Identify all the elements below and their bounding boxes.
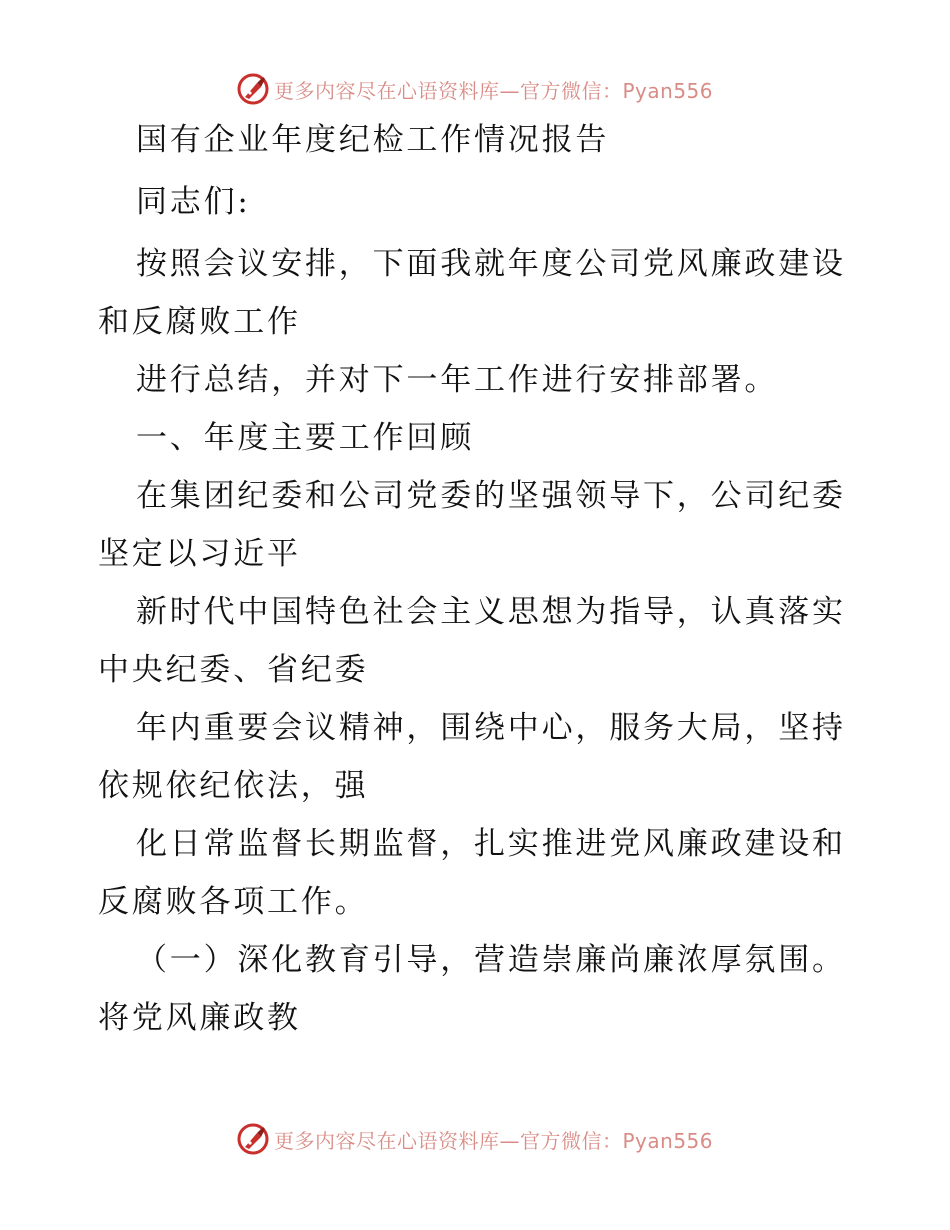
paragraph-line: 进行总结，并对下一年工作进行安排部署。: [136, 362, 779, 398]
salutation: 同志们:: [136, 184, 251, 220]
section-heading: 一、年度主要工作回顾: [136, 420, 474, 456]
paragraph-line: 依规依纪依法，强: [98, 768, 369, 804]
banner-text: 更多内容尽在心语资料库—官方微信：Pyan556: [274, 78, 714, 103]
paragraph-line: 坚定以习近平: [98, 536, 301, 572]
paragraph-line: 年内重要会议精神，围绕中心，服务大局，坚持: [136, 710, 846, 746]
document-title: 国有企业年度纪检工作情况报告: [136, 122, 610, 158]
header-banner: [236, 72, 736, 106]
pen-nib-logo-icon: [236, 1122, 270, 1156]
paragraph-line: 在集团纪委和公司党委的坚强领导下，公司纪委: [136, 478, 846, 514]
subsection-heading: （一）深化教育引导，营造崇廉尚廉浓厚氛围。: [136, 942, 846, 978]
pen-nib-logo-icon: [236, 72, 270, 106]
paragraph-line: 中央纪委、省纪委: [98, 652, 369, 688]
banner-text: 更多内容尽在心语资料库—官方微信：Pyan556: [274, 1128, 714, 1153]
paragraph-line: 和反腐败工作: [98, 304, 301, 340]
paragraph-line: 反腐败各项工作。: [98, 884, 369, 920]
paragraph-line: 按照会议安排，下面我就年度公司党风廉政建设: [136, 246, 846, 282]
paragraph-line: 化日常监督长期监督，扎实推进党风廉政建设和: [136, 826, 846, 862]
paragraph-line: 将党风廉政教: [98, 1000, 301, 1036]
paragraph-line: 新时代中国特色社会主义思想为指导，认真落实: [136, 594, 846, 630]
footer-banner: [236, 1122, 736, 1156]
